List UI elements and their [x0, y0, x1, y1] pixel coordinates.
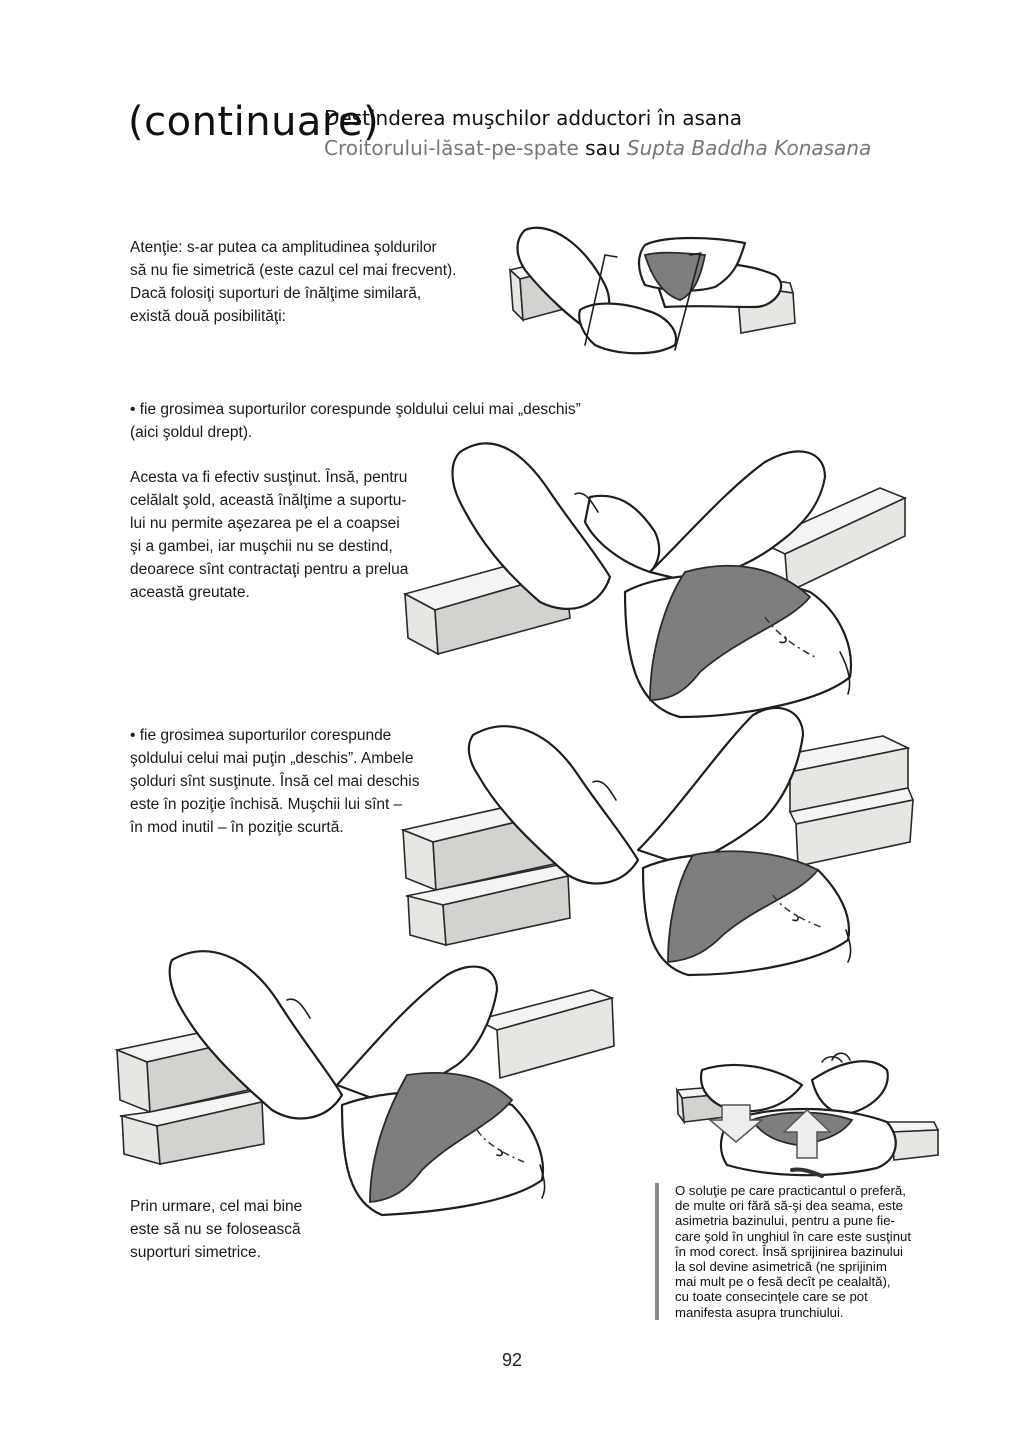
option2-line: în mod inutil – în poziţie scurtă.: [130, 819, 344, 836]
option2-line: şolduri sînt susţinute. Însă cel mai deschis: [130, 773, 420, 790]
page-title-line1: Destinderea muşchilor adductori în asana: [324, 106, 743, 130]
sidebar-note-line: care şold în unghiul în care este susţinut: [675, 1228, 912, 1244]
option1-detail-line: celălalt şold, această înălţime a suportu-: [130, 492, 407, 509]
sidebar-note-line: O soluţie pe care practicantul o preferă,: [675, 1183, 906, 1198]
option2-line: este în poziţie închisă. Muşchii lui sînt –: [130, 796, 403, 813]
option1-line: • fie grosimea suporturilor corespunde şoldului celui mai „deschis”: [130, 401, 581, 418]
illustration-pelvis-asymmetry-arrows: [672, 1050, 947, 1180]
sidebar-note-line: la sol devine asimetrică (ne sprijinim: [675, 1259, 887, 1275]
option2-line: şoldului celui mai puţin „deschis”. Ambele: [130, 750, 414, 767]
option2-line: • fie grosimea suporturilor corespunde: [130, 727, 392, 744]
intro-line: Atenţie: s-ar putea ca amplitudinea şoldurilor: [130, 239, 437, 256]
illustration-supine-strap-pose: [505, 215, 810, 375]
illustration-option1-single-blocks: [400, 432, 920, 732]
sidebar-note: [655, 1183, 965, 1320]
sidebar-note-line: manifesta asupra trunchiului.: [675, 1304, 844, 1320]
option1-detail-line: această greutate.: [130, 584, 250, 601]
sidebar-note-line: asimetria bazinului, pentru a pune fie-: [675, 1213, 895, 1229]
section-continuation-label: (continuare): [128, 99, 380, 145]
sidebar-note-line: de multe ori fără să-şi dea seama, este: [675, 1198, 903, 1214]
title-connector: sau: [585, 136, 621, 160]
conclusion-line: Prin urmare, cel mai bine: [130, 1198, 303, 1215]
sidebar-note-line: cu toate consecinţele care se pot: [675, 1289, 868, 1305]
title-sanskrit-name: Supta Baddha Konasana: [626, 136, 872, 160]
option1-detail-paragraph: [130, 466, 408, 604]
option1-detail-line: şi a gambei, iar muşchii nu se destind,: [130, 538, 393, 555]
title-pose-name: Croitorului-lăsat-pe-spate: [324, 136, 579, 160]
conclusion-paragraph: [130, 1195, 302, 1264]
option1-detail-line: deoarece sînt contractaţi pentru a prelua: [130, 561, 409, 578]
page-number: 92: [501, 1350, 523, 1370]
intro-line: să nu fie simetrică (este cazul cel mai frecvent).: [130, 262, 457, 279]
intro-paragraph: [130, 236, 456, 328]
intro-line: există două posibilităţi:: [130, 308, 286, 325]
page-title-line2: [324, 136, 871, 160]
option1-detail-line: lui nu permite aşezarea pe el a coapsei: [130, 515, 400, 532]
option2-paragraph: [130, 724, 419, 839]
option1-line: (aici şoldul drept).: [130, 424, 253, 441]
intro-line: Dacă folosiţi suporturi de înălţime similară,: [130, 285, 422, 302]
conclusion-line: suporturi simetrice.: [130, 1244, 261, 1261]
sidebar-note-line: mai mult pe o fesă decît pe cealaltă),: [675, 1274, 891, 1290]
sidebar-note-line: în mod corect. Însă sprijinirea bazinului: [675, 1243, 903, 1259]
illustration-option2-double-blocks: [398, 700, 918, 980]
conclusion-line: este să nu se folosească: [130, 1221, 301, 1238]
option1-detail-line: Acesta va fi efectiv susţinut. Însă, pentru: [130, 469, 408, 486]
